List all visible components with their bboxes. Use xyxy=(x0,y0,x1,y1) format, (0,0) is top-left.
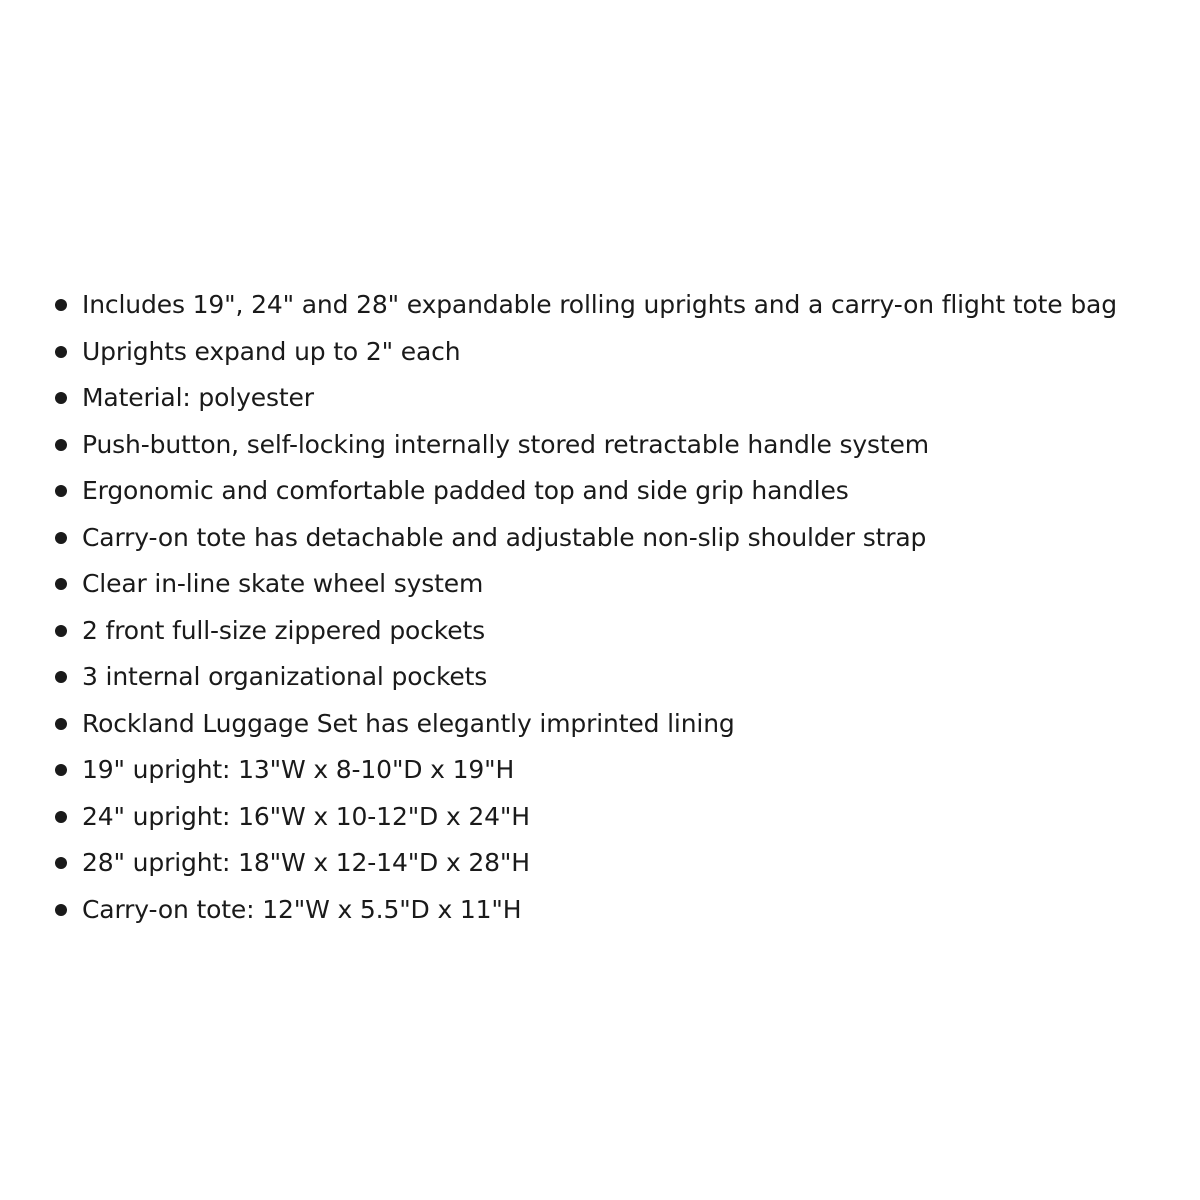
feature-text: Carry-on tote: 12"W x 5.5"D x 11"H xyxy=(82,894,522,924)
bullet-icon xyxy=(55,764,67,776)
bullet-icon xyxy=(55,346,67,358)
bullet-icon xyxy=(55,857,67,869)
feature-item xyxy=(52,468,1162,515)
feature-text: Material: polyester xyxy=(82,383,314,412)
bullet-icon xyxy=(55,578,67,590)
feature-text: 24" upright: 16"W x 10-12"D x 24"H xyxy=(82,801,530,831)
feature-item xyxy=(52,515,1162,562)
feature-text: Uprights expand up to 2" each xyxy=(82,336,461,366)
bullet-icon xyxy=(55,532,67,544)
bullet-icon xyxy=(55,671,67,683)
bullet-icon xyxy=(55,392,67,404)
feature-item xyxy=(52,282,1162,329)
feature-item xyxy=(52,840,1162,887)
feature-item xyxy=(52,887,1162,934)
feature-item xyxy=(52,422,1162,469)
feature-text: 2 front full-size zippered pockets xyxy=(82,615,485,645)
feature-item xyxy=(52,561,1162,608)
bullet-icon xyxy=(55,718,67,730)
bullet-icon xyxy=(55,625,67,637)
feature-item xyxy=(52,329,1162,376)
feature-text: 3 internal organizational pockets xyxy=(82,662,488,691)
feature-list xyxy=(52,282,1162,933)
feature-text: 28" upright: 18"W x 12-14"D x 28"H xyxy=(82,848,530,877)
feature-item xyxy=(52,608,1162,655)
feature-item xyxy=(52,654,1162,701)
feature-item xyxy=(52,794,1162,841)
feature-text: Rockland Luggage Set has elegantly imprinted lining xyxy=(82,708,735,738)
bullet-icon xyxy=(55,299,67,311)
feature-item xyxy=(52,375,1162,422)
bullet-icon xyxy=(55,485,67,497)
feature-text: 19" upright: 13"W x 8-10"D x 19"H xyxy=(82,755,515,784)
feature-text: Push-button, self-locking internally stored retractable handle system xyxy=(82,429,929,459)
feature-item xyxy=(52,701,1162,748)
bullet-icon xyxy=(55,904,67,916)
feature-text: Ergonomic and comfortable padded top and side grip handles xyxy=(82,476,849,505)
feature-text: Includes 19", 24" and 28" expandable rolling uprights and a carry-on flight tote bag xyxy=(82,290,1117,319)
feature-text: Carry-on tote has detachable and adjustable non-slip shoulder strap xyxy=(82,522,927,552)
bullet-icon xyxy=(55,439,67,451)
feature-item xyxy=(52,747,1162,794)
feature-text: Clear in-line skate wheel system xyxy=(82,569,484,598)
bullet-icon xyxy=(55,811,67,823)
